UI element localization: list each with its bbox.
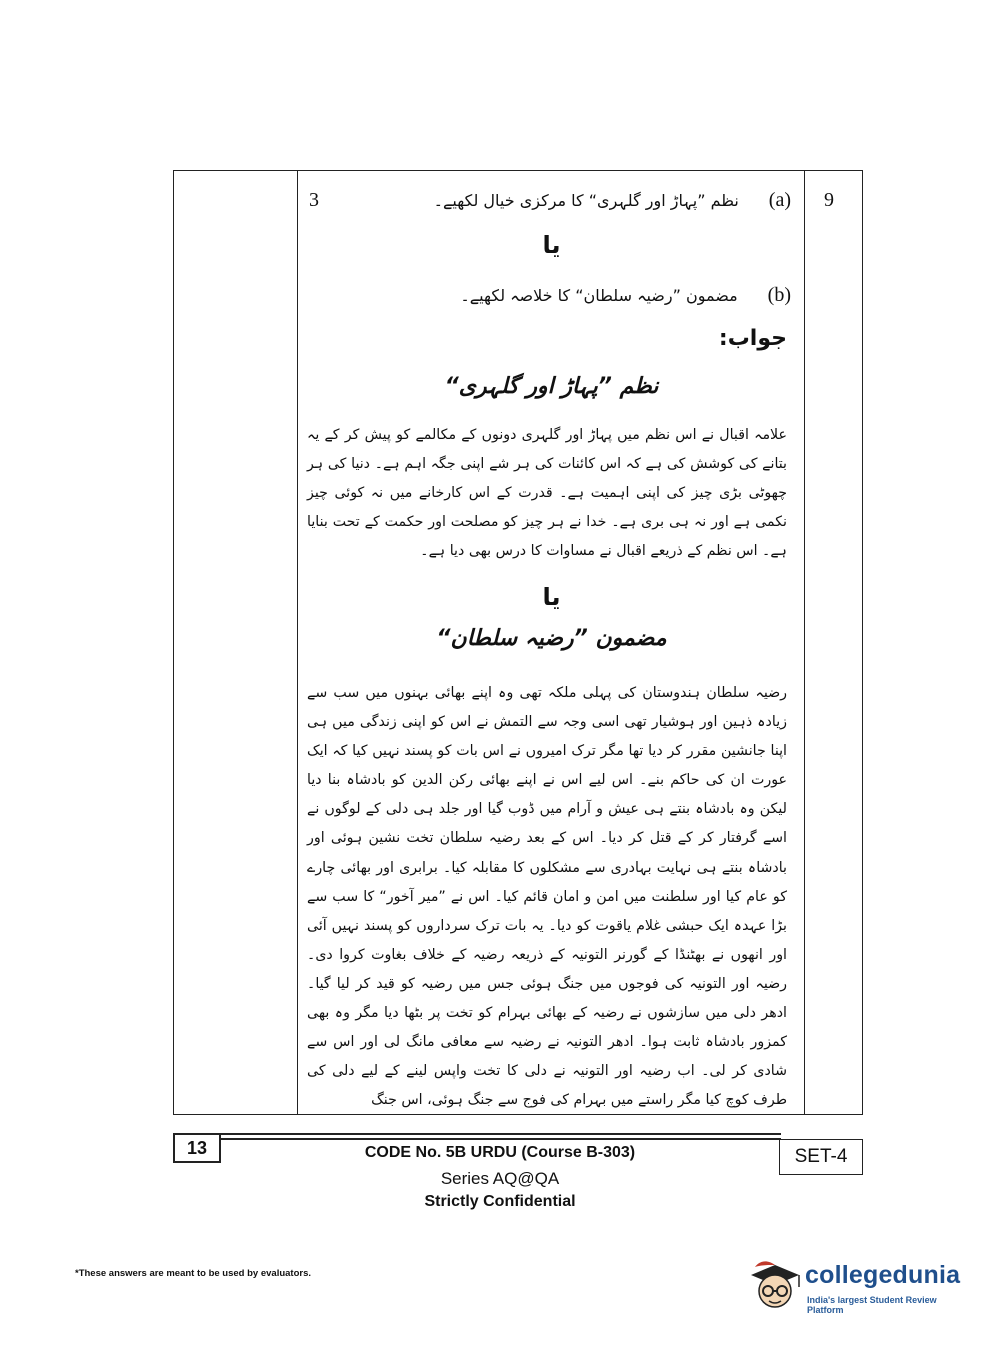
marks-column-divider: [297, 171, 298, 1114]
question-b-text: مضمون ”رضیہ سلطان“ کا خلاصہ لکھیے۔: [460, 286, 738, 305]
series-code: Series AQ@QA: [440, 1169, 560, 1188]
evaluator-note: *These answers are meant to be used by evaluators.: [75, 1268, 312, 1279]
page-number: 13: [173, 1133, 221, 1163]
question-b: [460, 284, 791, 307]
mascot-icon: [745, 1255, 803, 1313]
essay-summary-paragraph: رضیہ سلطان ہندوستان کی پہلی ملکہ تھی وہ اپنے بھائی بہنوں میں سب سے زیادہ ذہین اور ہوشیار تھی اسی وجہ سے التمش نے اس کو اپنی زندگی میں ہی اپنا جانشین مقرر کر دیا تھا مگر ترک امیروں نے اس بات کو پسند نہیں کیا کہ ایک عورت ان کی حاکم بنے۔ اس لیے اس نے اپنے بھائی رکن الدین کو بادشاہ بنا دیا لیکن وہ بادشاہ بنتے ہی عیش و آرام میں ڈوب گیا اور جلد ہی دلی کے لوگوں نے اسے گرفتار کر کے قتل کر دیا۔ اس کے بعد رضیہ سلطان تخت نشین ہوئی اور بادشاہ بنتے ہی نہایت بہادری سے مشکلوں کا مقابلہ کیا۔ برابری اور بھائی چارے کو عام کیا اور سلطنت میں امن و امان قائم کیا۔ اس نے ”میر آخور“ کا سب سے بڑا عہدہ ایک حبشی غلام یاقوت کو دیا۔ یہ بات ترک سرداروں کو پسند نہیں آئی اور انھوں نے بھٹنڈا کے گورنر التونیہ کے ذریعہ رضیہ کے خلاف بغاوت کروا دی۔ رضیہ اور التونیہ کی فوجوں میں جنگ ہوئی جس میں رضیہ کو قید کر لیا گیا۔ ادھر دلی میں سازشوں نے رضیہ کے بھائی بہرام کو تخت پر بٹھا دیا مگر وہ بھی کمزور بادشاہ ثابت ہوا۔ ادھر التونیہ نے رضیہ سے معافی مانگ لی اور اس سے شادی کر لی۔ اب رضیہ اور التونیہ نے دلی کا تخت واپس لینے کے لیے دلی کی طرف کوچ کیا مگر راستے میں بہرام کی فوج سے جنگ ہوئی، اس جنگ: [307, 685, 787, 1109]
footer-rule-bottom: [221, 1138, 781, 1140]
question-a: [434, 189, 791, 212]
question-number: 9: [824, 189, 834, 211]
course-code: CODE No. 5B URDU (Course B-303): [364, 1144, 636, 1161]
marks-value: 3: [309, 189, 319, 211]
footer-rule-top: [221, 1133, 781, 1135]
question-column-divider: [804, 171, 805, 1114]
confidential-label: Strictly Confidential: [424, 1193, 576, 1210]
set-badge: SET-4: [779, 1139, 863, 1175]
question-a-label: (a): [768, 189, 791, 211]
collegedunia-logo: [745, 1255, 975, 1315]
poem-heading: نظم ”پہاڑ اور گلہری“: [444, 374, 659, 399]
question-a-text: نظم ”پہاڑ اور گلہری“ کا مرکزی خیال لکھیے۔: [433, 191, 739, 210]
or-separator-2: یا: [542, 583, 561, 611]
poem-summary-paragraph: علامہ اقبال نے اس نظم میں پہاڑ اور گلہری دونوں کے مکالمے کو پیش کر کے یہ بتانے کی کوشش کی ہے کہ اس کائنات کی ہر شے اپنی جگہ اہم ہے۔ دنیا کی ہر چھوٹی بڑی چیز کی اپنی اہمیت ہے۔ قدرت کے اس کارخانے میں نہ کوئی چیز نکمی ہے اور نہ ہی بری ہے۔ خدا نے ہر چیز کو مصلحت اور حکمت کے تحت بنایا ہے۔ اس نظم کے ذریعے اقبال نے مساوات کا درس بھی دیا ہے۔: [307, 427, 787, 560]
brand-name: collegedunia: [805, 1261, 961, 1289]
answer-label: جواب:: [718, 326, 787, 351]
or-separator-1: یا: [542, 231, 561, 259]
brand-tagline: India's largest Student Review Platform: [807, 1295, 937, 1315]
answer-table: [173, 170, 863, 1115]
question-b-label: (b): [767, 284, 791, 306]
essay-heading: مضمون ”رضیہ سلطان“: [436, 626, 667, 651]
answer-content: [304, 171, 799, 1111]
